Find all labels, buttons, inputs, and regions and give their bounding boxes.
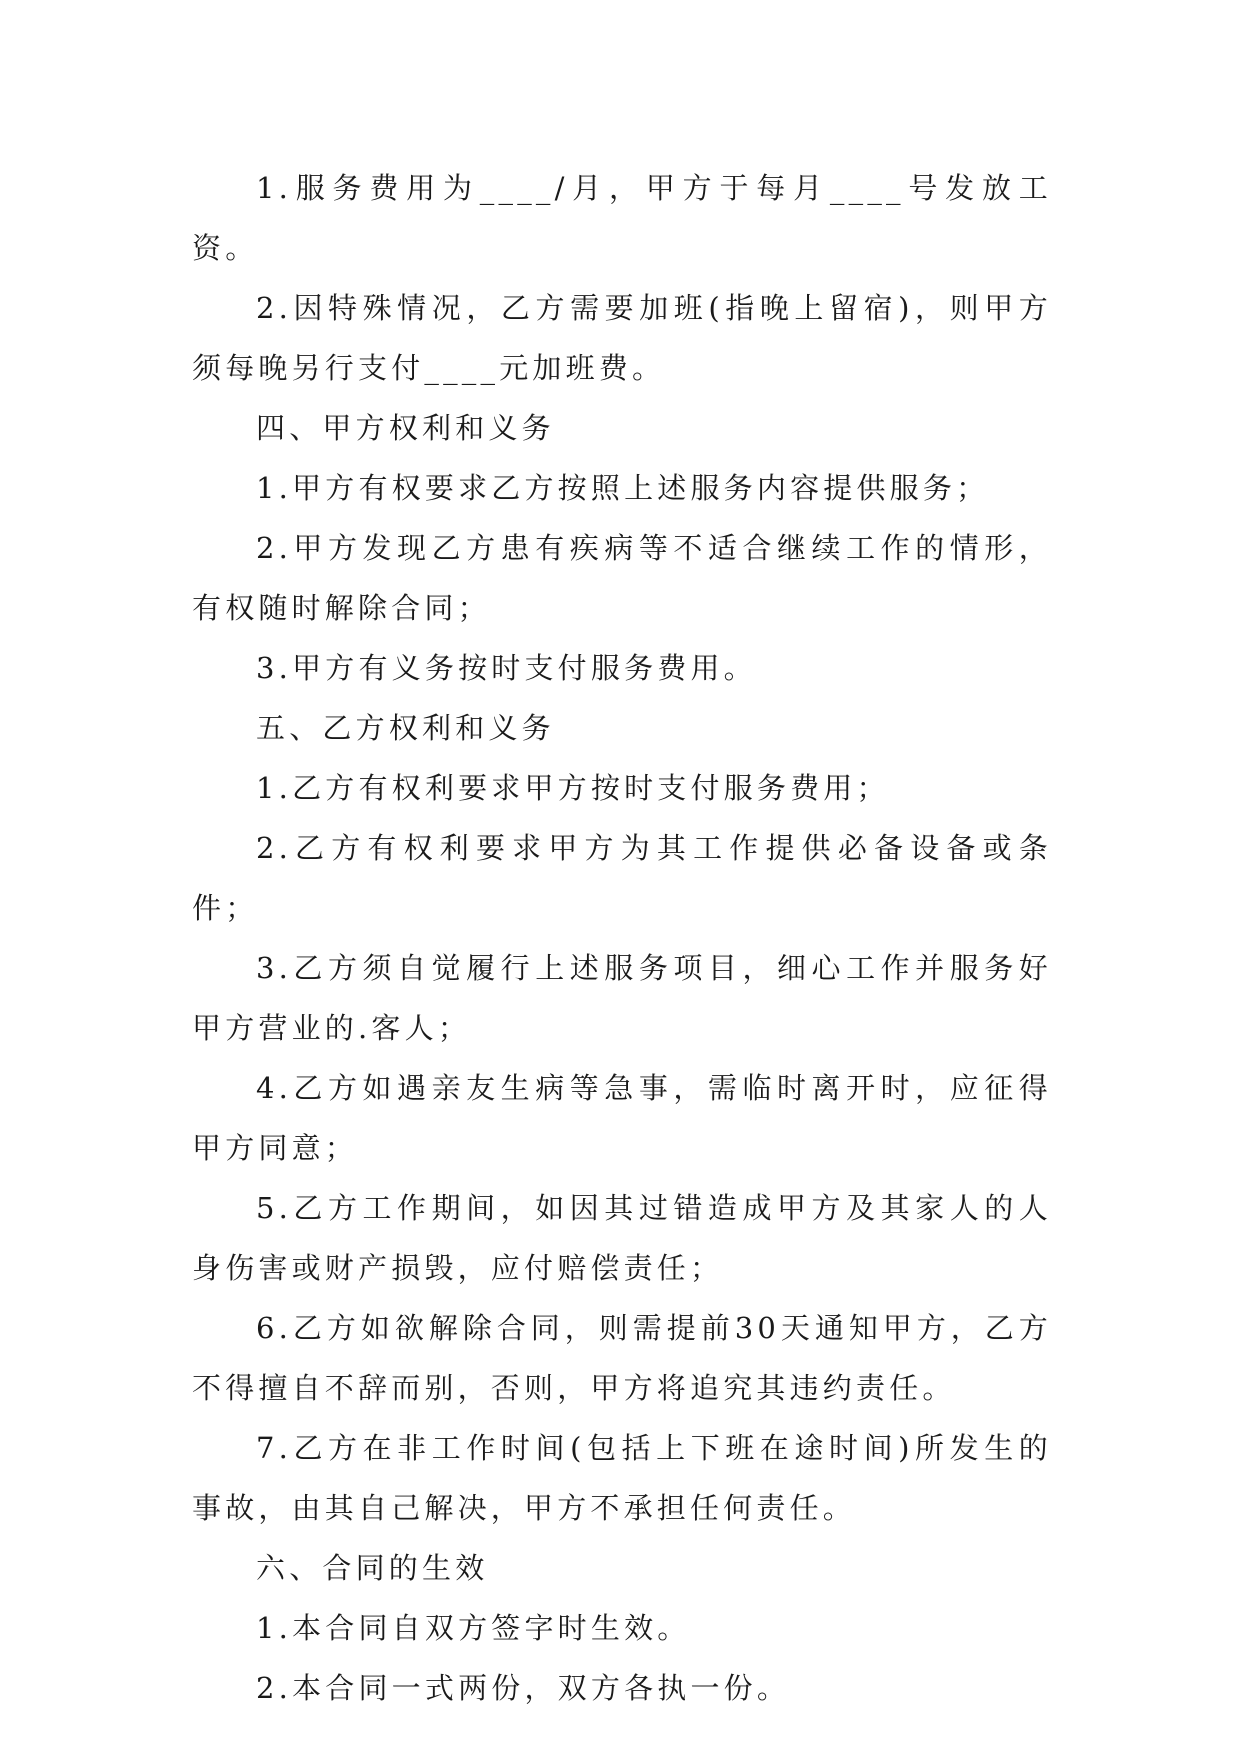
- paragraph-b-right-5: 5.乙方工作期间，如因其过错造成甲方及其家人的人身伤害或财产损毁，应付赔偿责任；: [192, 1191, 1052, 1285]
- paragraph-b-right-7: 7.乙方在非工作时间(包括上下班在途时间)所发生的事故，由其自己解决，甲方不承担任何责任。: [192, 1431, 1052, 1525]
- paragraph-a-right-3: 3.甲方有义务按时支付服务费用。: [256, 651, 757, 685]
- paragraph-b-right-2: 2.乙方有权利要求甲方为其工作提供必备设备或条件；: [192, 831, 1052, 925]
- paragraph-effect-2: 2.本合同一式两份，双方各执一份。: [256, 1671, 791, 1705]
- paragraph-b-right-6: 6.乙方如欲解除合同，则需提前30天通知甲方，乙方不得擅自不辞而别，否则，甲方将追究其违约责任。: [192, 1311, 1052, 1405]
- paragraph-overtime-fee: 2.因特殊情况，乙方需要加班(指晚上留宿)，则甲方须每晚另行支付____元加班费。: [192, 291, 1052, 385]
- paragraph-b-right-1: 1.乙方有权利要求甲方按时支付服务费用；: [256, 771, 890, 805]
- document-body: [192, 158, 1052, 1718]
- paragraph-a-right-1: 1.甲方有权要求乙方按照上述服务内容提供服务；: [256, 471, 990, 505]
- section-heading-party-a-rights: 四、甲方权利和义务: [256, 411, 555, 445]
- paragraph-effect-1: 1.本合同自双方签字时生效。: [256, 1611, 691, 1645]
- section-heading-contract-effect: 六、合同的生效: [256, 1551, 489, 1585]
- paragraph-fee-amount: 1.服务费用为____/月，甲方于每月____号发放工资。: [192, 171, 1052, 265]
- paragraph-b-right-3: 3.乙方须自觉履行上述服务项目，细心工作并服务好甲方营业的.客人；: [192, 951, 1052, 1045]
- section-heading-party-b-rights: 五、乙方权利和义务: [256, 711, 555, 745]
- paragraph-b-right-4: 4.乙方如遇亲友生病等急事，需临时离开时，应征得甲方同意；: [192, 1071, 1052, 1165]
- paragraph-a-right-2: 2.甲方发现乙方患有疾病等不适合继续工作的情形，有权随时解除合同；: [192, 531, 1052, 625]
